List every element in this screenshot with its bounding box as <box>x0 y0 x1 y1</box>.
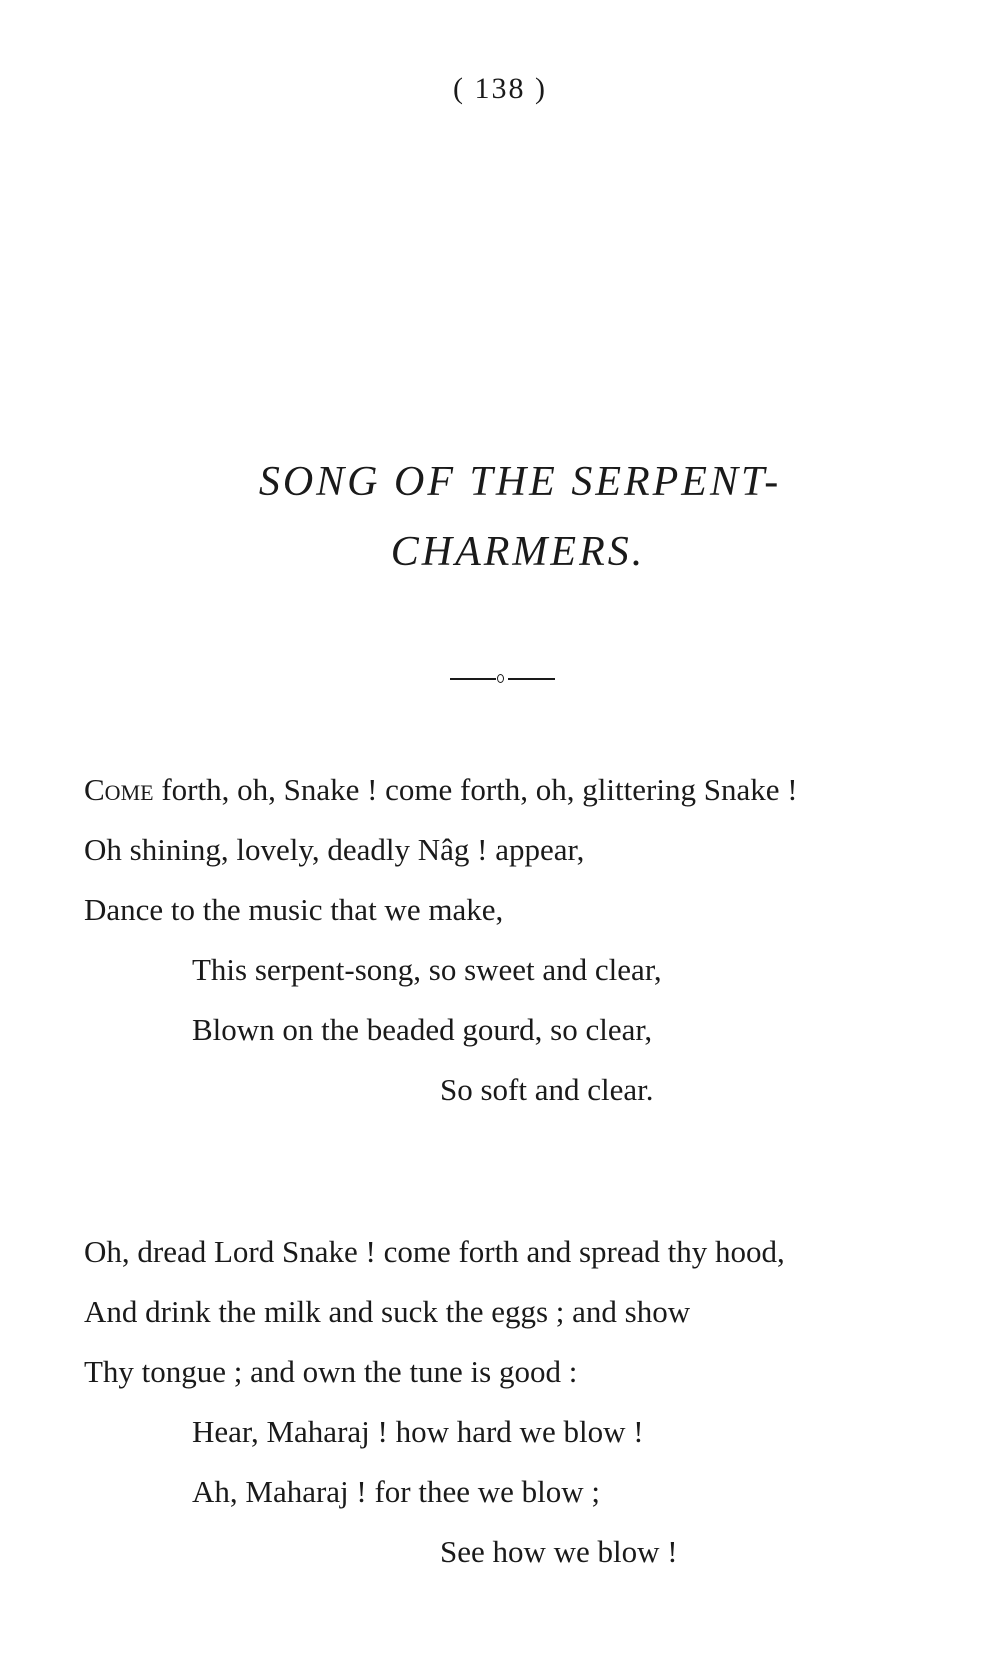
stanza-1-line-5: Blown on the beaded gourd, so clear, <box>192 1012 653 1047</box>
stanza-2-line-2: And drink the milk and suck the eggs ; and show <box>84 1294 691 1329</box>
stanza-1-line-4: This serpent-song, so sweet and clear, <box>192 952 662 987</box>
poem-title-line-1: SONG OF THE SERPENT- <box>258 459 782 505</box>
stanza-1-line-3: Dance to the music that we make, <box>84 892 504 927</box>
divider-ornament-icon <box>497 674 504 683</box>
stanza-2-line-4: Hear, Maharaj ! how hard we blow ! <box>192 1414 644 1449</box>
divider-rule-left <box>450 678 496 680</box>
stanza-2-line-6: See how we blow ! <box>440 1534 678 1569</box>
ornamental-divider <box>450 672 555 686</box>
divider-rule-right <box>508 678 555 680</box>
page-number: ( 138 ) <box>453 72 547 105</box>
stanza-2-line-1: Oh, dread Lord Snake ! come forth and spread thy hood, <box>84 1234 785 1269</box>
stanza-1-line-2: Oh shining, lovely, deadly Nâg ! appear, <box>84 832 585 867</box>
stanza-2-line-5: Ah, Maharaj ! for thee we blow ; <box>192 1474 601 1509</box>
drop-word: Come <box>84 772 154 807</box>
stanza-1-line-1 <box>84 770 798 810</box>
poem-title-line-2: CHARMERS. <box>390 529 646 575</box>
stanza-1-line-6: So soft and clear. <box>440 1072 654 1107</box>
line-text: forth, oh, Snake ! come forth, oh, glittering Snake ! <box>153 772 798 807</box>
stanza-2-line-3: Thy tongue ; and own the tune is good : <box>84 1354 578 1389</box>
